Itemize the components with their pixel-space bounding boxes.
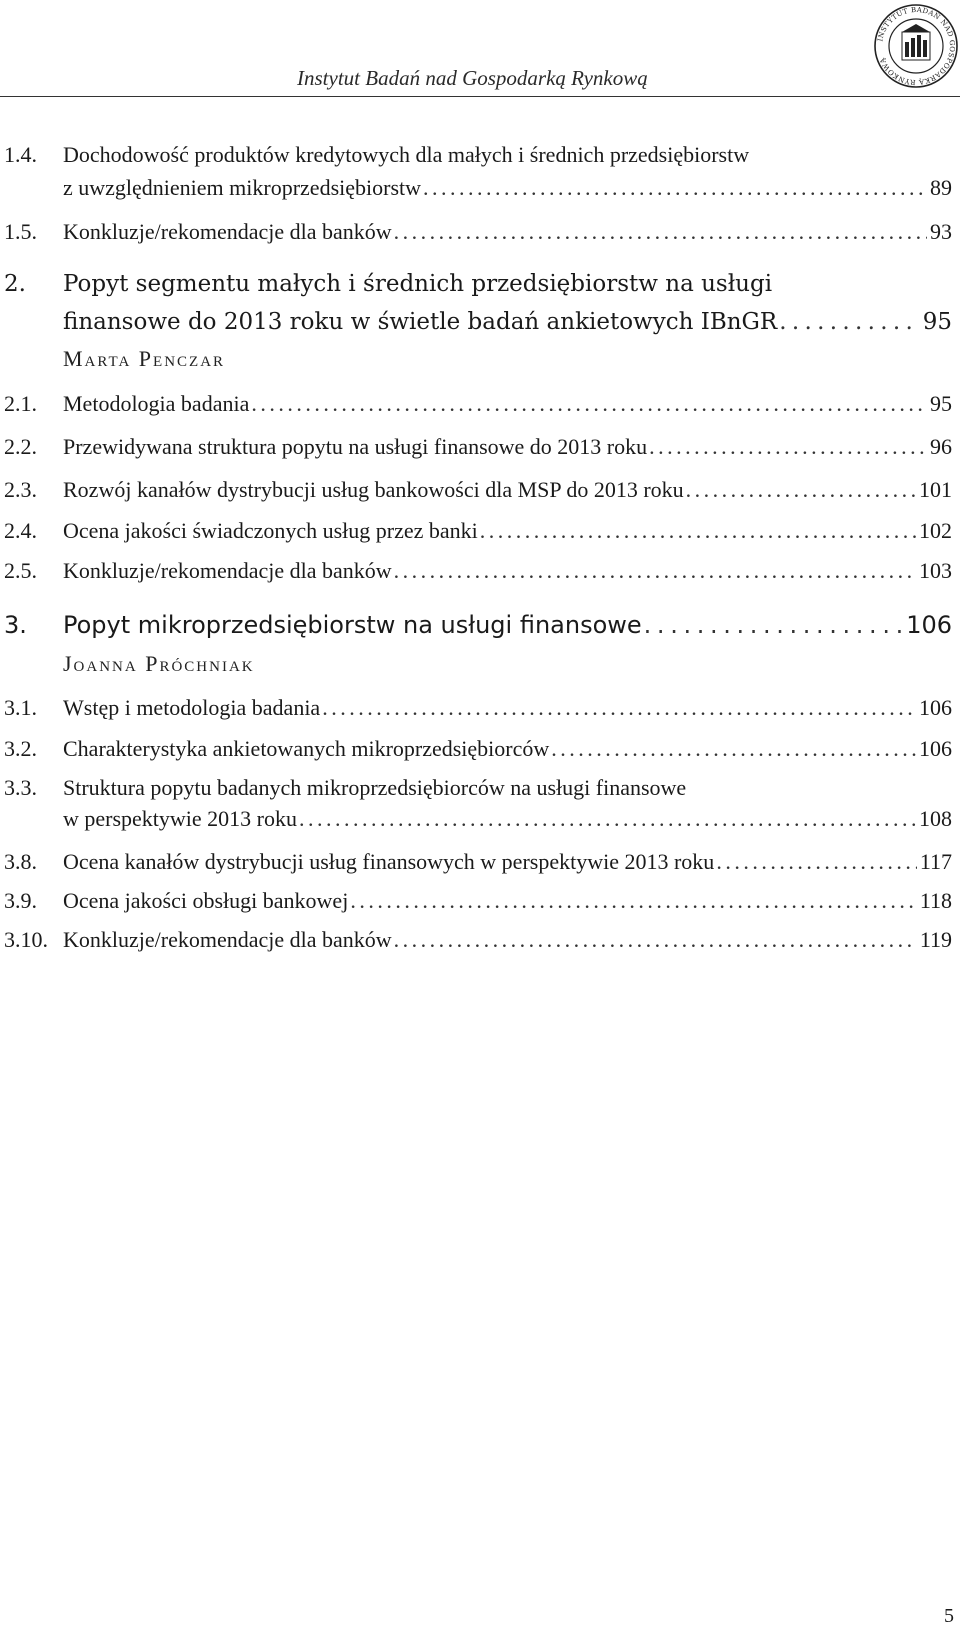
toc-entry-page: 118 <box>919 888 952 913</box>
dot-leader <box>394 924 917 955</box>
dot-leader <box>480 515 916 546</box>
toc-entry-page: 95 <box>930 391 952 416</box>
toc-entry-title: Przewidywana struktura popytu na usługi finansowe do 2013 roku <box>63 434 648 459</box>
toc-entry-page: 102 <box>919 518 952 543</box>
toc-entry-number: 3.8. <box>4 849 37 874</box>
dot-leader <box>394 555 916 586</box>
toc-entry-title: Konkluzje/rekomendacje dla banków <box>63 219 392 244</box>
chapter-author: Joanna Próchniak <box>63 651 255 676</box>
dot-leader <box>779 304 919 340</box>
toc-entry-title: Konkluzje/rekomendacje dla banków <box>63 927 392 952</box>
toc-chapter-title: Popyt segmentu małych i średnich przedsiębiorstw na usługi <box>63 271 773 297</box>
toc-chapter-page: 95 <box>922 309 952 335</box>
institute-seal-logo <box>872 2 960 90</box>
dot-leader <box>251 388 927 419</box>
page-header <box>0 0 960 97</box>
toc-entry-number: 1.5. <box>4 219 37 244</box>
toc-chapter-page: 106 <box>906 611 952 639</box>
dot-leader <box>423 172 927 203</box>
toc-entry-page: 101 <box>919 477 952 502</box>
toc-entry-number: 1.4. <box>4 142 37 167</box>
toc-entry-title: Ocena kanałów dystrybucji usług finansowych w perspektywie 2013 roku <box>63 849 715 874</box>
toc-entry-page: 119 <box>919 927 952 952</box>
toc-entry-page: 106 <box>919 695 952 720</box>
header-title: Instytut Badań nad Gospodarką Rynkową <box>297 66 648 90</box>
dot-leader <box>299 803 916 834</box>
toc-entry-title: Charakterystyka ankietowanych mikroprzedsiębiorców <box>63 736 550 761</box>
toc-entry-page: 89 <box>930 175 952 200</box>
toc-chapter-number: 2. <box>4 271 26 297</box>
dot-leader <box>350 885 917 916</box>
toc-entry-title-cont: z uwzględnieniem mikroprzedsiębiorstw <box>63 175 422 200</box>
toc-entry-title: Struktura popytu badanych mikroprzedsiębiorców na usługi finansowe <box>63 775 687 800</box>
chapter-author: Marta Penczar <box>63 346 226 371</box>
toc-entry-number: 2.3. <box>4 477 37 502</box>
toc-entry-title: Ocena jakości obsługi bankowej <box>63 888 349 913</box>
toc-entry-title: Metodologia badania <box>63 391 250 416</box>
dot-leader <box>322 692 916 723</box>
toc-entry-title: Konkluzje/rekomendacje dla banków <box>63 558 392 583</box>
toc-entry-title-cont: w perspektywie 2013 roku <box>63 806 298 831</box>
toc-entry-title: Ocena jakości świadczonych usług przez banki <box>63 518 478 543</box>
toc-entry-page: 117 <box>919 849 952 874</box>
toc-entry-page: 108 <box>919 806 952 831</box>
toc-entry-title: Rozwój kanałów dystrybucji usług bankowości dla MSP do 2013 roku <box>63 477 684 502</box>
toc-entry-number: 2.1. <box>4 391 37 416</box>
dot-leader <box>716 846 917 877</box>
toc-entry-title: Wstęp i metodologia badania <box>63 695 321 720</box>
toc-chapter-title-cont: finansowe do 2013 roku w świetle badań ankietowych IBnGR <box>63 309 778 335</box>
dot-leader <box>644 607 904 643</box>
toc-entry-number: 3.1. <box>4 695 37 720</box>
toc-chapter-number: 3. <box>4 611 27 639</box>
dot-leader <box>394 216 927 247</box>
toc-entry-page: 103 <box>919 558 952 583</box>
toc-entry-page: 106 <box>919 736 952 761</box>
footer-page-number: 5 <box>944 1605 954 1627</box>
toc-entry-page: 96 <box>930 434 952 459</box>
toc-chapter-title: Popyt mikroprzedsiębiorstw na usługi finansowe <box>63 611 642 639</box>
toc-entry-number: 2.5. <box>4 558 37 583</box>
dot-leader <box>649 431 927 462</box>
toc-entry-page: 93 <box>930 219 952 244</box>
svg-text:INSTYTUT BADAŃ NAD GOSPODARKĄ: INSTYTUT BADAŃ NAD GOSPODARKĄ RYNKOWĄ <box>876 5 957 87</box>
toc-entry-title: Dochodowość produktów kredytowych dla małych i średnich przedsiębiorstw <box>63 142 750 167</box>
dot-leader <box>551 733 916 764</box>
toc-entry-number: 2.4. <box>4 518 37 543</box>
toc-entry-number: 3.2. <box>4 736 37 761</box>
toc-entry-number: 3.9. <box>4 888 37 913</box>
toc-entry-number: 3.3. <box>4 775 37 800</box>
toc-entry-number: 3.10. <box>4 927 48 952</box>
toc-entry-number: 2.2. <box>4 434 37 459</box>
dot-leader <box>686 474 916 505</box>
header-rule <box>0 96 960 97</box>
